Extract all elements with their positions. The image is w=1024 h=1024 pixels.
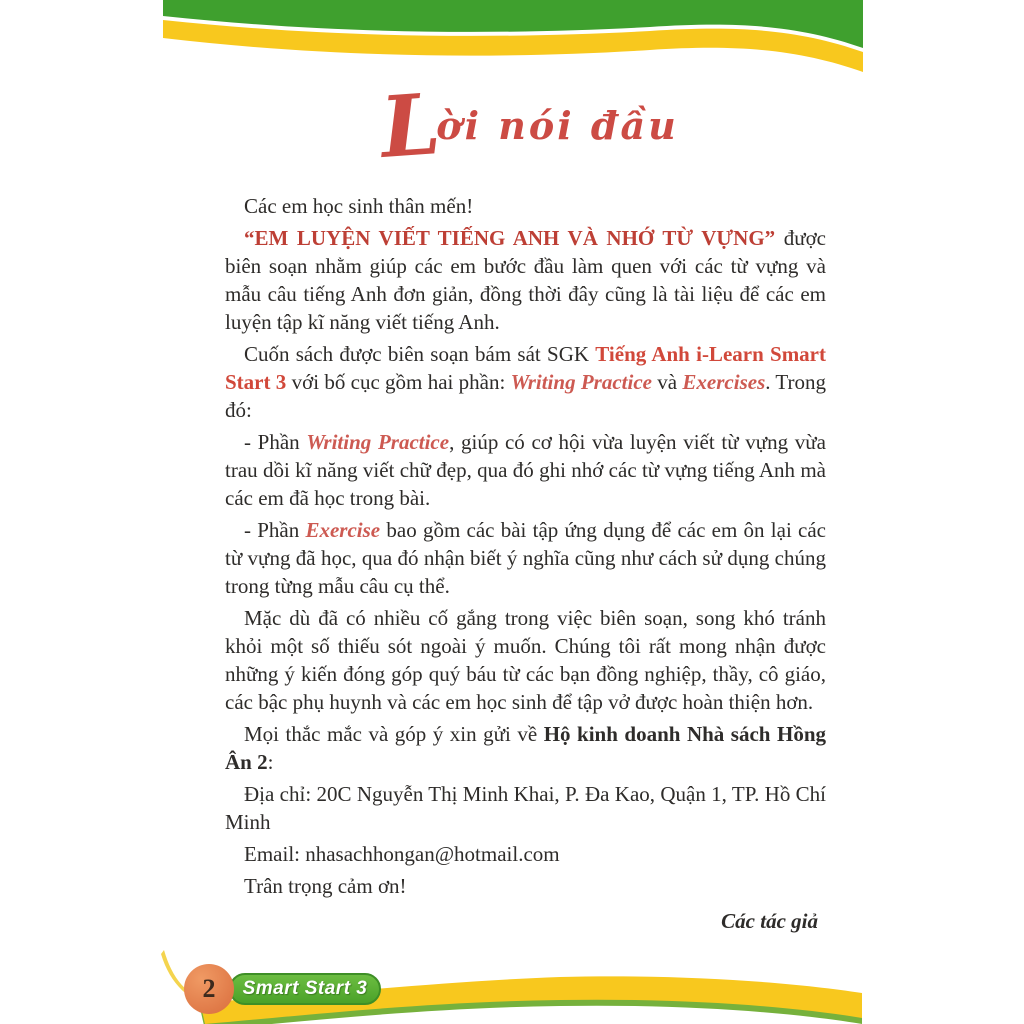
top-ribbon-decoration [0, 0, 1024, 90]
page-number: 2 [202, 974, 216, 1003]
title-text: ời nói đầu [436, 103, 679, 148]
preface-paragraph: Mặc dù đã có nhiều cố gắng trong việc biên soạn, song khó tránh khỏi một số thiếu sót ngoài ý muốn. Chúng tôi rất mong nhận được những ý kiến đóng góp quý báu từ các bạn đồng nghiệp, thầy, cô giáo, các bậc phụ huynh và các em học sinh để tập vở được hoàn thiện hơn. [225, 606, 826, 714]
series-title: Smart Start 3 [242, 978, 368, 999]
preface-body [225, 192, 826, 939]
preface-paragraph: Cuốn sách được biên soạn bám sát SGK Tiếng Anh i-Learn Smart Start 3 với bố cục gồm hai phần: Writing Practice và Exercises. Trong đó: [225, 342, 826, 422]
preface-paragraph: Địa chỉ: 20C Nguyễn Thị Minh Khai, P. Đa Kao, Quận 1, TP. Hồ Chí Minh [225, 782, 826, 834]
preface-paragraph: “EM LUYỆN VIẾT TIẾNG ANH VÀ NHỚ TỪ VỰNG” được biên soạn nhằm giúp các em bước đầu làm quen với các từ vựng và mẫu câu tiếng Anh đơn giản, đồng thời đây cũng là tài liệu để các em luyện tập kĩ năng viết tiếng Anh. [225, 226, 826, 334]
preface-paragraph: Trân trọng cảm ơn! [244, 874, 407, 898]
page-title [330, 74, 730, 177]
preface-paragraph: Mọi thắc mắc và góp ý xin gửi về Hộ kinh doanh Nhà sách Hồng Ân 2: [225, 722, 827, 774]
footer-ribbon-decoration [0, 940, 1024, 1024]
title-initial-letter: L [377, 74, 444, 177]
preface-paragraph: - Phần Writing Practice, giúp có cơ hội vừa luyện viết từ vựng vừa trau dồi kĩ năng viết chữ đẹp, qua đó ghi nhớ các từ vựng tiếng Anh mà các em đã học trong bài. [225, 430, 826, 510]
series-badge [229, 973, 381, 1005]
preface-paragraph: - Phần Exercise bao gồm các bài tập ứng dụng để các em ôn lại các từ vựng đã học, qua đó nhận biết ý nghĩa cũng như cách sử dụng chúng trong từng mẫu câu cụ thể. [225, 518, 826, 598]
page-number-badge [184, 964, 234, 1014]
preface-paragraph: Các em học sinh thân mến! [244, 194, 474, 218]
authors-signature: Các tác giả [721, 909, 818, 933]
preface-paragraph: Email: nhasachhongan@hotmail.com [244, 842, 560, 866]
